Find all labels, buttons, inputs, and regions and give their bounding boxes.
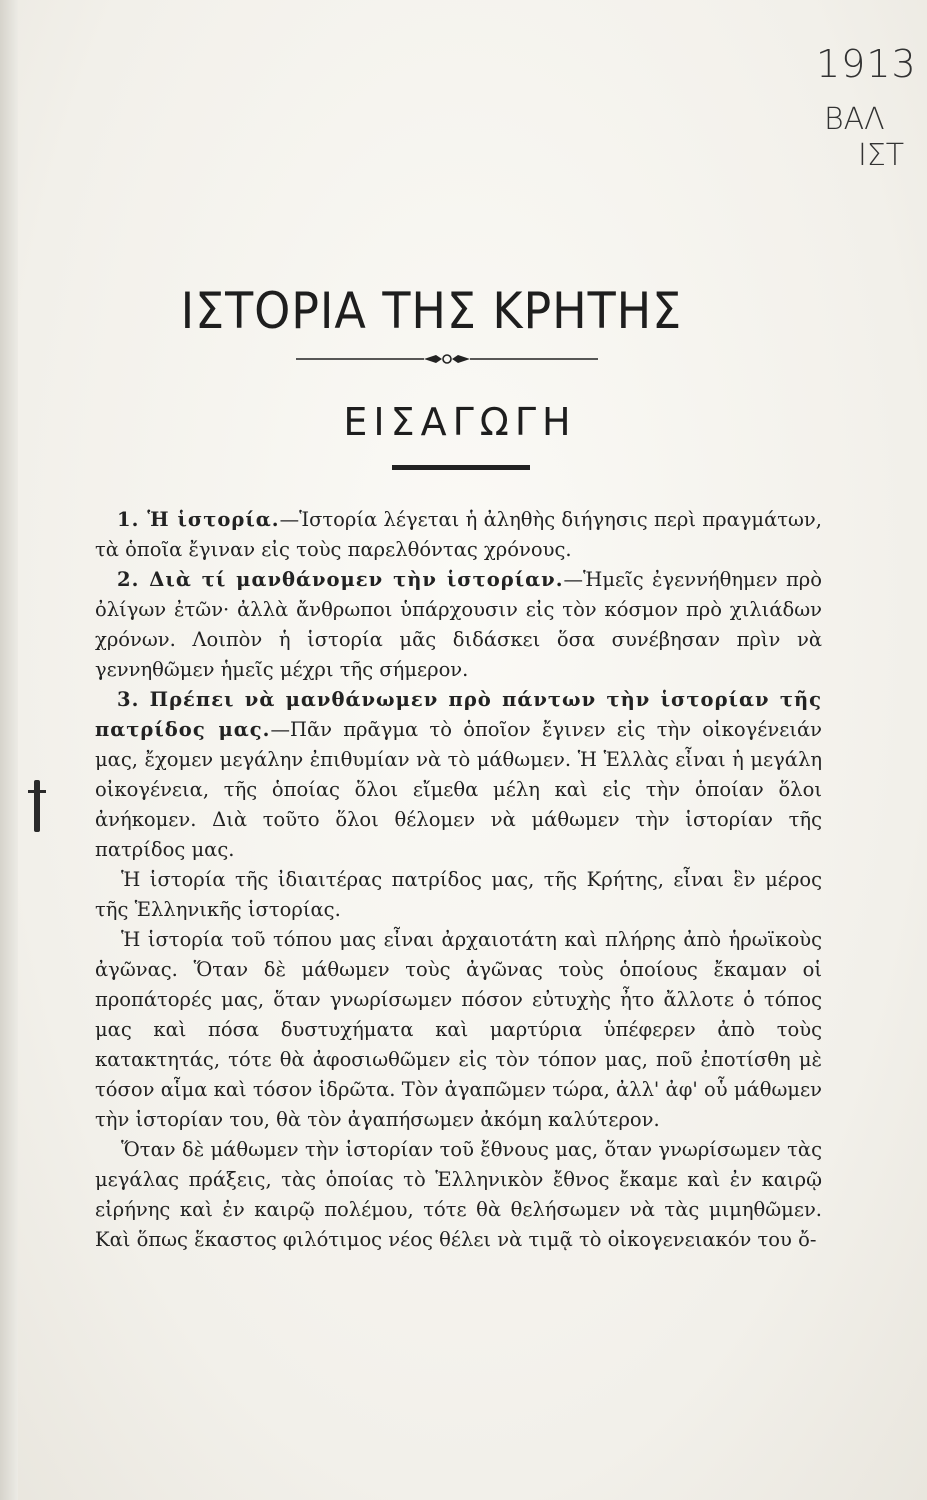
- section-2-heading: 2. Διὰ τί μανθάνομεν τὴν ἱστορίαν.: [117, 568, 564, 591]
- handwritten-catalog-code-line1: ΒΑΛ: [824, 102, 885, 137]
- page-title: ΙΣΤΟΡΙΑ ΤΗΣ ΚΡΗΤΗΣ: [180, 282, 683, 340]
- ornament-divider: [296, 352, 598, 366]
- paragraph-crete: Ἡ ἱστορία τῆς ἰδιαιτέρας πατρίδος μας, τῆς Κρήτης, εἶναι ἓν μέρος τῆς Ἑλληνικῆς ἱστορίας.: [95, 868, 822, 921]
- margin-pencil-mark: [34, 780, 40, 832]
- section-2-text: —Ἡμεῖς ἐγεννήθημεν πρὸ ὀλίγων ἐτῶν· ἀλλὰ ἄνθρωποι ὑπάρχουσιν εἰς τὸν κόσμον πρὸ χιλιάδων χρόνων. Λοιπὸν ἡ ἱστορία μᾶς διδάσκει ὅσα συνέβησαν πρὶν νὰ γεννηθῶμεν ἡμεῖς μέχρι τῆς σήμερον.: [95, 568, 822, 681]
- section-3: [95, 685, 822, 865]
- page-edge-shadow: [0, 0, 18, 1500]
- section-1: [95, 505, 822, 565]
- handwritten-catalog-code-line2: ΙΣΤ: [858, 138, 905, 173]
- body-text: [95, 505, 822, 1255]
- paragraph-local-history: Ἡ ἱστορία τοῦ τόπου μας εἶναι ἀρχαιοτάτη καὶ πλήρης ἀπὸ ἡρωϊκοὺς ἀγῶνας. Ὅταν δὲ μάθωμεν τοὺς ἀγῶνας τοὺς ὁποίους ἔκαμαν οἱ προπάτορές μας, ὅταν γνωρίσωμεν πόσον εὐτυχὴς ἦτο ἄλλοτε ὁ τόπος μας καὶ πόσα δυστυχήματα καὶ μαρτύρια ὑπέφερεν ἀπὸ τοὺς κατακτητάς, τότε θὰ ἀφοσιωθῶμεν εἰς τὸν τόπον μας, ποῦ ἐποτίσθη μὲ τόσον αἷμα καὶ τόσον ἱδρῶτα. Τὸν ἀγαπῶμεν τώρα, ἀλλ' ἀφ' οὗ μάθωμεν τὴν ἱστορίαν του, θὰ τὸν ἀγαπήσωμεν ἀκόμη καλύτερον.: [95, 928, 822, 1131]
- heading-rule: [392, 465, 530, 470]
- paragraph-national-history: Ὅταν δὲ μάθωμεν τὴν ἱστορίαν τοῦ ἔθνους μας, ὅταν γνωρίσωμεν τὰς μεγάλας πράξεις, τὰς ὁποίας τὸ Ἑλληνικὸν ἔθνος ἔκαμε καὶ ἐν καιρῷ εἰρήνης καὶ ἐν καιρῷ πολέμου, τότε θὰ θελήσωμεν νὰ τὰς μιμηθῶμεν. Καὶ ὅπως ἕκαστος φιλότιμος νέος θέλει νὰ τιμᾷ τὸ οἰκογενειακόν του ὄ-: [95, 1138, 822, 1251]
- section-3-heading: 3. Πρέπει νὰ μανθάνωμεν πρὸ πάντων τὴν ἱστορίαν τῆς πατρίδος μας.: [95, 688, 822, 741]
- section-2: [95, 565, 822, 685]
- section-1-heading: 1. Ἡ ἱστορία.: [117, 508, 280, 531]
- section-title: ΕΙΣΑΓΩΓΗ: [343, 400, 577, 444]
- section-3-text: —Πᾶν πρᾶγμα τὸ ὁποῖον ἔγινεν εἰς τὴν οἰκογένειάν μας, ἔχομεν μεγάλην ἐπιθυμίαν νὰ τὸ μάθωμεν. Ἡ Ἑλλὰς εἶναι ἡ μεγάλη οἰκογένεια, τῆς ὁποίας ὅλοι εἴμεθα μέλη καὶ εἰς τὴν ὁποίαν ὅλοι ἀνήκομεν. Διὰ τοῦτο ὅλοι θέλομεν νὰ μάθωμεν τὴν ἱστορίαν τῆς πατρίδος μας.: [95, 718, 822, 861]
- handwritten-year: 1913: [816, 42, 917, 86]
- section-1-text: —Ἱστορία λέγεται ἡ ἀληθὴς διήγησις περὶ πραγμάτων, τὰ ὁποῖα ἔγιναν εἰς τοὺς παρελθόντας χρόνους.: [95, 508, 822, 561]
